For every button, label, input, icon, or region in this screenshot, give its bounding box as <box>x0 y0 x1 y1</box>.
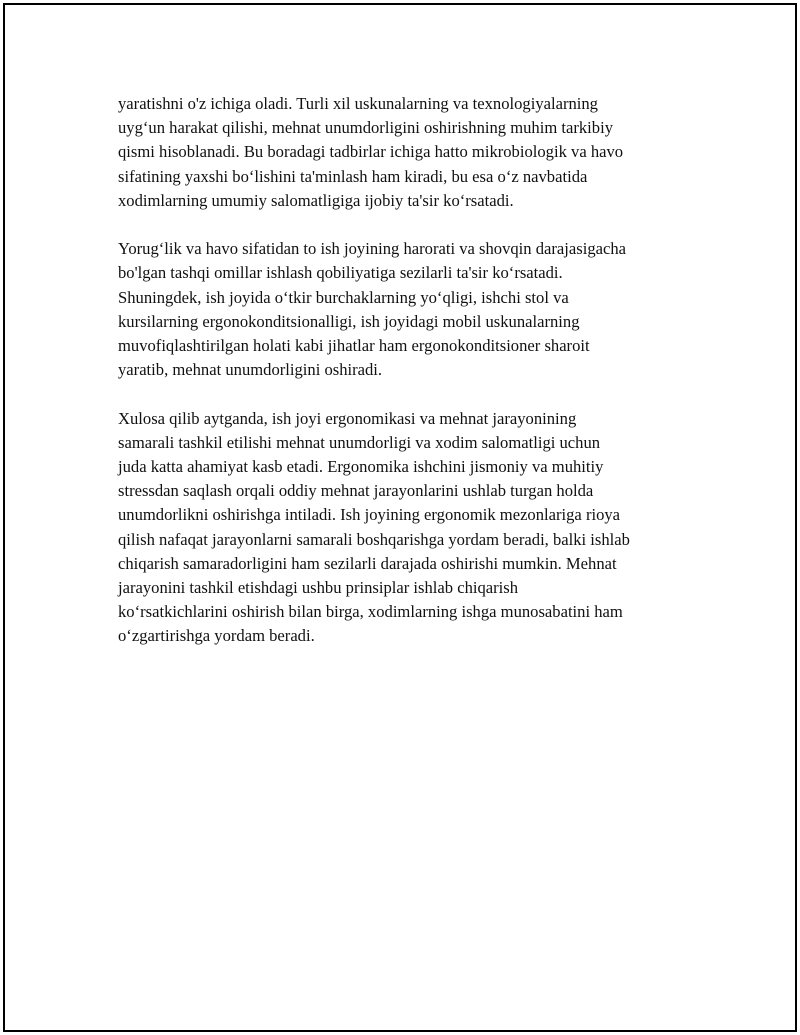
text-line: qismi hisoblanadi. Bu boradagi tadbirlar ichiga hatto mikrobiologik va havo <box>118 142 624 162</box>
text-line: qilish nafaqat jarayonlarni samarali boshqarishga yordam beradi, balki ishlab <box>118 529 630 549</box>
paragraph-1 <box>118 92 698 213</box>
text-line: Shuningdek, ish joyida o‘tkir burchaklarning yo‘qligi, ishchi stol va <box>118 287 569 307</box>
text-line: chiqarish samaradorligini ham sezilarli darajada oshirishi mumkin. Mehnat <box>118 553 617 573</box>
text-line: unumdorlikni oshirishga intiladi. Ish joyining ergonomik mezonlariga rioya <box>118 505 621 525</box>
paragraph-3 <box>118 407 698 649</box>
text-line: samarali tashkil etilishi mehnat unumdorligi va xodim salomatligi uchun <box>118 432 601 452</box>
text-line: Xulosa qilib aytganda, ish joyi ergonomikasi va mehnat jarayonining <box>118 408 577 428</box>
text-line: bo'lgan tashqi omillar ishlash qobiliyatiga sezilarli ta'sir ko‘rsatadi. <box>118 263 563 283</box>
text-line: uyg‘un harakat qilishi, mehnat unumdorligini oshirishning muhim tarkibiy <box>118 118 613 138</box>
paragraph-2 <box>118 237 698 382</box>
text-line: kursilarning ergonokonditsionalligi, ish joyidagi mobil uskunalarning <box>118 311 580 331</box>
text-line: o‘zgartirishga yordam beradi. <box>118 626 315 646</box>
text-line: muvofiqlashtirilgan holati kabi jihatlar ham ergonokonditsioner sharoit <box>118 336 590 356</box>
text-line: yaratishni o'z ichiga oladi. Turli xil uskunalarning va texnologiyalarning <box>118 94 598 113</box>
text-line: Yorug‘lik va havo sifatidan to ish joyining harorati va shovqin darajasigacha <box>118 239 627 259</box>
document-body <box>118 92 698 673</box>
text-line: ko‘rsatkichlarini oshirish bilan birga, xodimlarning ishga munosabatini ham <box>118 602 623 622</box>
text-line: juda katta ahamiyat kasb etadi. Ergonomika ishchini jismoniy va muhitiy <box>118 457 604 477</box>
text-line: jarayonini tashkil etishdagi ushbu prinsiplar ishlab chiqarish <box>118 578 519 598</box>
text-line: yaratib, mehnat unumdorligini oshiradi. <box>118 360 383 380</box>
text-line: stressdan saqlash orqali oddiy mehnat jarayonlarini ushlab turgan holda <box>118 481 594 501</box>
text-line: xodimlarning umumiy salomatligiga ijobiy ta'sir ko‘rsatadi. <box>118 190 514 210</box>
text-line: sifatining yaxshi bo‘lishini ta'minlash ham kiradi, bu esa o‘z navbatida <box>118 166 588 186</box>
